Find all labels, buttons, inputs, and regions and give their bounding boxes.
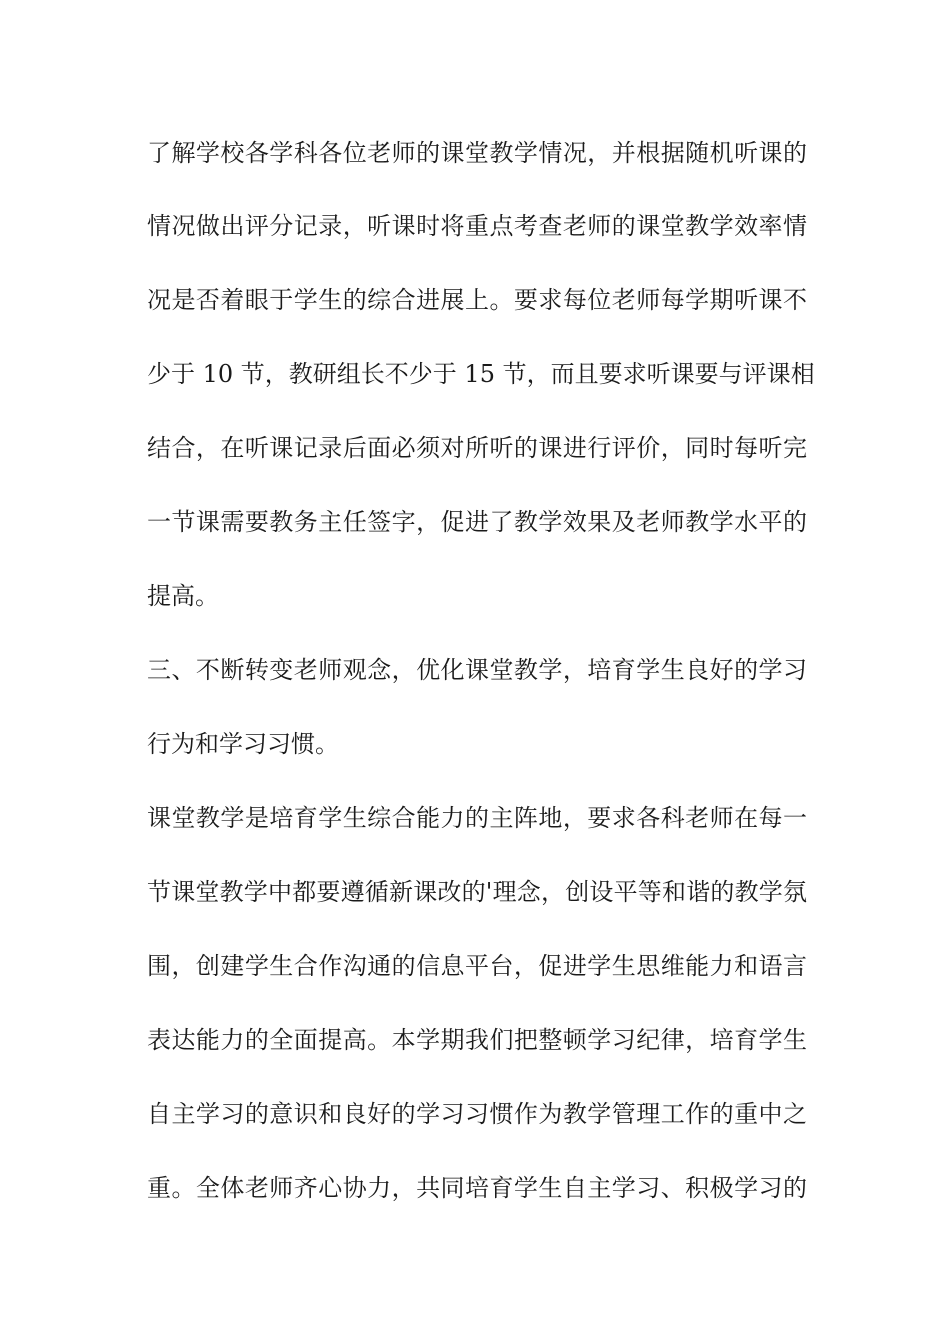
text-line-7: 提高。 [147, 582, 219, 610]
text-line-4: 少于 10 节，教研组长不少于 15 节，而且要求听课要与评课相 [147, 360, 815, 388]
text-line-14: 自主学习的意识和良好的学习习惯作为教学管理工作的重中之 [147, 1100, 807, 1128]
text-line-12: 围，创建学生合作沟通的信息平台，促进学生思维能力和语言 [147, 952, 807, 980]
text-line-1: 了解学校各学科各位老师的课堂教学情况，并根据随机听课的 [147, 139, 807, 167]
text-line-3: 况是否着眼于学生的综合进展上。要求每位老师每学期听课不 [147, 286, 807, 314]
text-line-10: 课堂教学是培育学生综合能力的主阵地，要求各科老师在每一 [147, 804, 807, 832]
text-line-2: 情况做出评分记录，听课时将重点考查老师的课堂教学效率情 [147, 212, 807, 240]
text-line-11: 节课堂教学中都要遵循新课改的'理念，创设平等和谐的教学氛 [147, 878, 807, 906]
text-line-13: 表达能力的全面提高。本学期我们把整顿学习纪律，培育学生 [147, 1026, 807, 1054]
section-heading-line-2: 行为和学习习惯。 [147, 730, 339, 758]
text-line-5: 结合，在听课记录后面必须对所听的课进行评价，同时每听完 [147, 434, 807, 462]
text-line-15: 重。全体老师齐心协力，共同培育学生自主学习、积极学习的 [147, 1174, 807, 1202]
text-line-6: 一节课需要教务主任签字，促进了教学效果及老师教学水平的 [147, 508, 807, 536]
section-heading-line-1: 三、不断转变老师观念，优化课堂教学，培育学生良好的学习 [147, 656, 807, 684]
